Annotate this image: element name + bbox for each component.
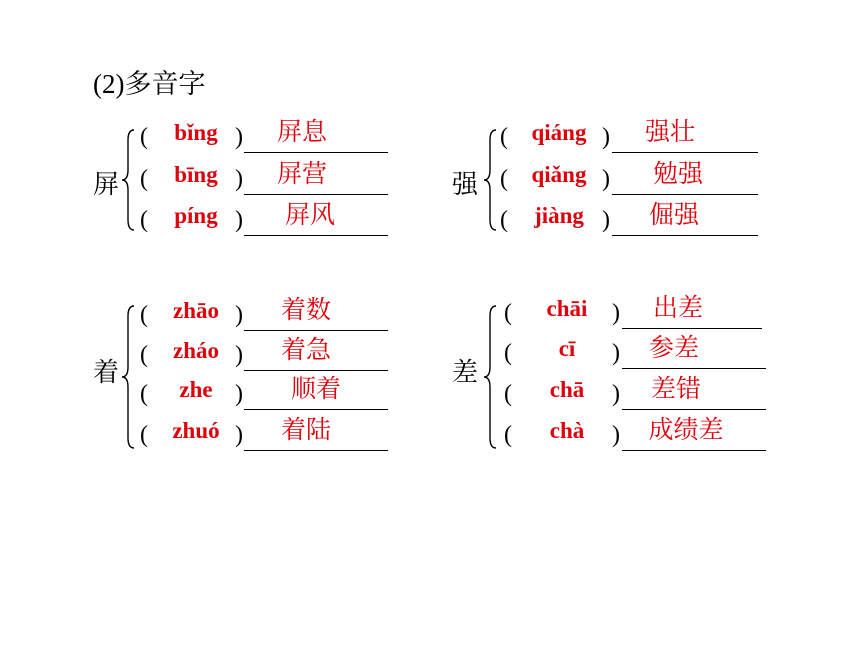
section-heading: (2)多音字 bbox=[93, 69, 206, 99]
open-paren: ( bbox=[504, 300, 512, 326]
pinyin-reading: zhāo bbox=[173, 298, 219, 323]
answer-word: 差错 bbox=[650, 376, 701, 403]
left-brace-icon bbox=[120, 304, 136, 450]
pinyin-reading: zhe bbox=[179, 377, 213, 402]
headword-char: 着 bbox=[93, 358, 120, 387]
pinyin-reading: qiáng bbox=[531, 120, 587, 145]
close-paren: ) bbox=[235, 422, 243, 448]
pinyin-reading: chāi bbox=[546, 296, 588, 321]
close-paren: ) bbox=[235, 342, 243, 368]
open-paren: ( bbox=[140, 124, 148, 150]
close-paren: ) bbox=[235, 124, 243, 150]
pinyin-reading: bǐng bbox=[174, 120, 218, 145]
close-paren: ) bbox=[235, 207, 243, 233]
open-paren: ( bbox=[500, 124, 508, 150]
open-paren: ( bbox=[504, 381, 512, 407]
open-paren: ( bbox=[500, 207, 508, 233]
pinyin-reading: zhuó bbox=[172, 418, 220, 443]
close-paren: ) bbox=[235, 381, 243, 407]
close-paren: ) bbox=[235, 302, 243, 328]
close-paren: ) bbox=[602, 207, 610, 233]
answer-word: 屏营 bbox=[276, 161, 327, 188]
answer-word: 顺着 bbox=[290, 376, 341, 403]
pinyin-reading: qiǎng bbox=[531, 162, 587, 187]
left-brace-icon bbox=[120, 128, 136, 232]
answer-blank-line bbox=[612, 235, 758, 236]
close-paren: ) bbox=[602, 124, 610, 150]
answer-word: 着陆 bbox=[280, 417, 331, 444]
answer-word: 屏息 bbox=[276, 119, 327, 146]
pinyin-reading: cī bbox=[558, 336, 576, 361]
answer-word: 出差 bbox=[652, 295, 703, 322]
answer-word: 成绩差 bbox=[648, 417, 724, 444]
answer-blank-line bbox=[244, 450, 388, 451]
close-paren: ) bbox=[235, 166, 243, 192]
open-paren: ( bbox=[500, 166, 508, 192]
answer-word: 着急 bbox=[280, 337, 331, 364]
pinyin-reading: píng bbox=[174, 203, 218, 228]
answer-blank-line bbox=[244, 152, 388, 153]
close-paren: ) bbox=[612, 300, 620, 326]
headword-char: 屏 bbox=[93, 170, 120, 199]
open-paren: ( bbox=[140, 342, 148, 368]
answer-blank-line bbox=[622, 450, 766, 451]
answer-word: 勉强 bbox=[652, 161, 703, 188]
left-brace-icon bbox=[482, 304, 498, 450]
answer-word: 着数 bbox=[280, 297, 331, 324]
open-paren: ( bbox=[140, 166, 148, 192]
headword-char: 强 bbox=[452, 170, 479, 199]
answer-word: 倔强 bbox=[648, 202, 699, 229]
open-paren: ( bbox=[140, 381, 148, 407]
open-paren: ( bbox=[140, 207, 148, 233]
answer-blank-line bbox=[612, 152, 758, 153]
pinyin-reading: zháo bbox=[173, 338, 219, 363]
answer-word: 强壮 bbox=[644, 119, 695, 146]
pinyin-reading: jiàng bbox=[534, 203, 584, 228]
close-paren: ) bbox=[602, 166, 610, 192]
pinyin-reading: chà bbox=[549, 418, 585, 443]
open-paren: ( bbox=[504, 422, 512, 448]
answer-word: 屏风 bbox=[284, 202, 335, 229]
left-brace-icon bbox=[482, 128, 498, 232]
pinyin-reading: bīng bbox=[174, 162, 218, 187]
headword-char: 差 bbox=[452, 358, 479, 387]
answer-blank-line bbox=[244, 235, 388, 236]
close-paren: ) bbox=[612, 381, 620, 407]
open-paren: ( bbox=[504, 340, 512, 366]
open-paren: ( bbox=[140, 302, 148, 328]
close-paren: ) bbox=[612, 340, 620, 366]
pinyin-reading: chā bbox=[549, 377, 585, 402]
close-paren: ) bbox=[612, 422, 620, 448]
answer-word: 参差 bbox=[648, 335, 699, 362]
open-paren: ( bbox=[140, 422, 148, 448]
